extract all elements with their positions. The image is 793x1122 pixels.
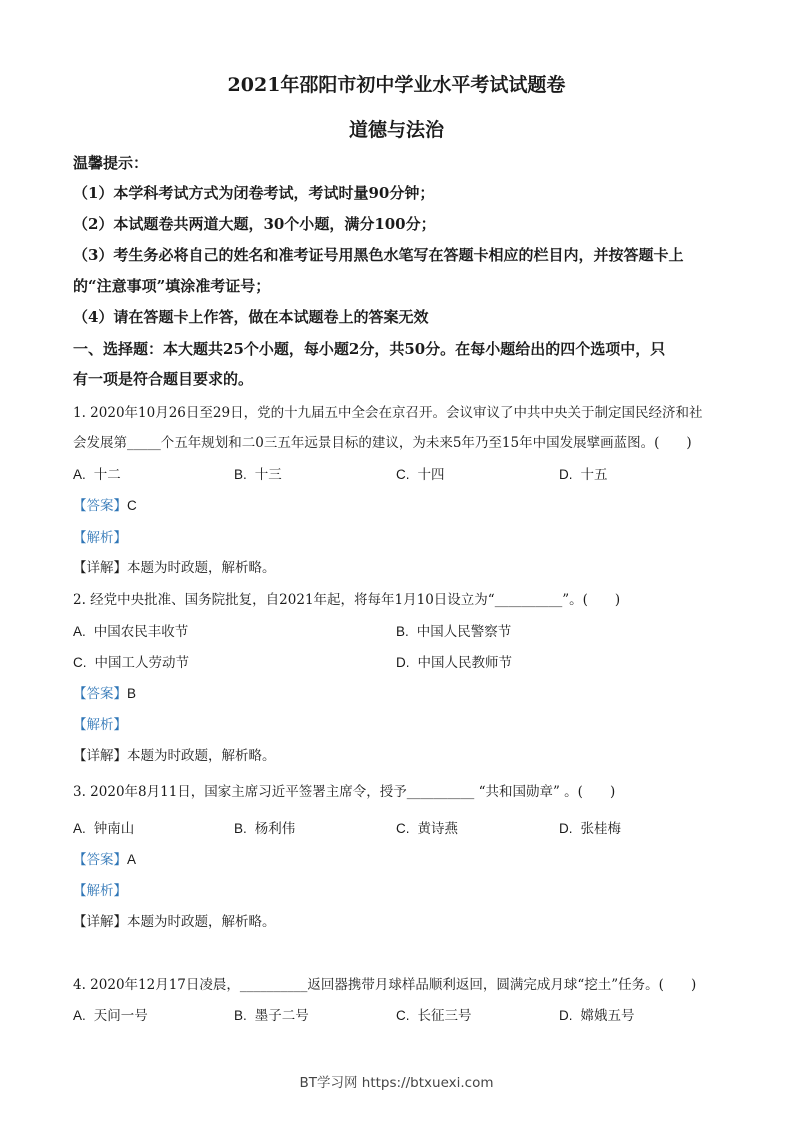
answer-value: C [127, 498, 137, 513]
notice-item: 的“注意事项”填涂准考证号； [73, 277, 271, 295]
answer-line: 【答案】B [73, 686, 137, 702]
analysis-label: 【解析】 [73, 717, 127, 733]
question-text: 3. 2020年8月11日，国家主席习近平签署主席令，授予__________ “共和国勋章” 。( ) [73, 784, 616, 800]
option-a: A. 十二 [73, 467, 121, 483]
analysis-label: 【解析】 [73, 883, 127, 899]
option-b: B. 墨子二号 [234, 1008, 309, 1024]
option-a: A. 中国农民丰收节 [73, 624, 189, 640]
option-a: A. 天问一号 [73, 1008, 148, 1024]
notice-item: （1）本学科考试方式为闭卷考试，考试时量90分钟； [73, 184, 435, 202]
notice-item: （3）考生务必将自己的姓名和准考证号用黑色水笔写在答题卡相应的栏目内，并按答题卡上 [73, 246, 684, 264]
option-c: C. 长征三号 [396, 1008, 472, 1024]
option-d: D. 十五 [559, 467, 608, 483]
page-subtitle: 道德与法治 [348, 119, 444, 141]
question-text: 会发展第_____个五年规划和二0三五年远景目标的建议，为未来5年乃至15年中国发展擘画蓝图。( ) [73, 435, 692, 451]
option-d: D. 嫦娥五号 [559, 1008, 635, 1024]
analysis-label: 【解析】 [73, 530, 127, 546]
option-b: B. 杨利伟 [234, 821, 296, 837]
option-c: C. 十四 [396, 467, 445, 483]
option-d: D. 中国人民教师节 [396, 655, 512, 671]
answer-line: 【答案】C [73, 498, 137, 514]
footer-watermark: BT学习网 https://btxuexi.com [299, 1075, 494, 1091]
detail-line: 【详解】本题为时政题，解析略。 [73, 748, 276, 764]
question-text: 1. 2020年10月26日至29日，党的十九届五中全会在京召开。会议审议了中共中央关于制定国民经济和社 [73, 405, 703, 421]
notice-heading: 温馨提示： [73, 154, 149, 172]
option-b: B. 中国人民警察节 [396, 624, 512, 640]
page-title: 2021年邵阳市初中学业水平考试试题卷 [227, 74, 566, 96]
option-d: D. 张桂梅 [559, 821, 621, 837]
answer-value: A [127, 852, 137, 867]
option-c: C. 中国工人劳动节 [73, 655, 189, 671]
answer-line: 【答案】A [73, 852, 137, 868]
detail-line: 【详解】本题为时政题，解析略。 [73, 560, 276, 576]
detail-line: 【详解】本题为时政题，解析略。 [73, 914, 276, 930]
question-text: 2. 经党中央批准、国务院批复，自2021年起，将每年1月10日设立为“__________”。( ) [73, 592, 621, 608]
notice-item: （4）请在答题卡上作答，做在本试题卷上的答案无效 [73, 308, 429, 326]
section-heading: 一、选择题：本大题共25个小题，每小题2分，共50分。在每小题给出的四个选项中，只 [73, 340, 666, 358]
option-b: B. 十三 [234, 467, 282, 483]
notice-item: （2）本试题卷共两道大题，30个小题，满分100分； [73, 215, 436, 233]
question-text: 4. 2020年12月17日凌晨，__________返回器携带月球样品顺利返回，圆满完成月球“挖土”任务。( ) [73, 977, 697, 993]
option-a: A. 钟南山 [73, 821, 135, 837]
section-heading-cont: 有一项是符合题目要求的。 [73, 370, 254, 388]
answer-value: B [127, 686, 137, 701]
option-c: C. 黄诗燕 [396, 821, 458, 837]
